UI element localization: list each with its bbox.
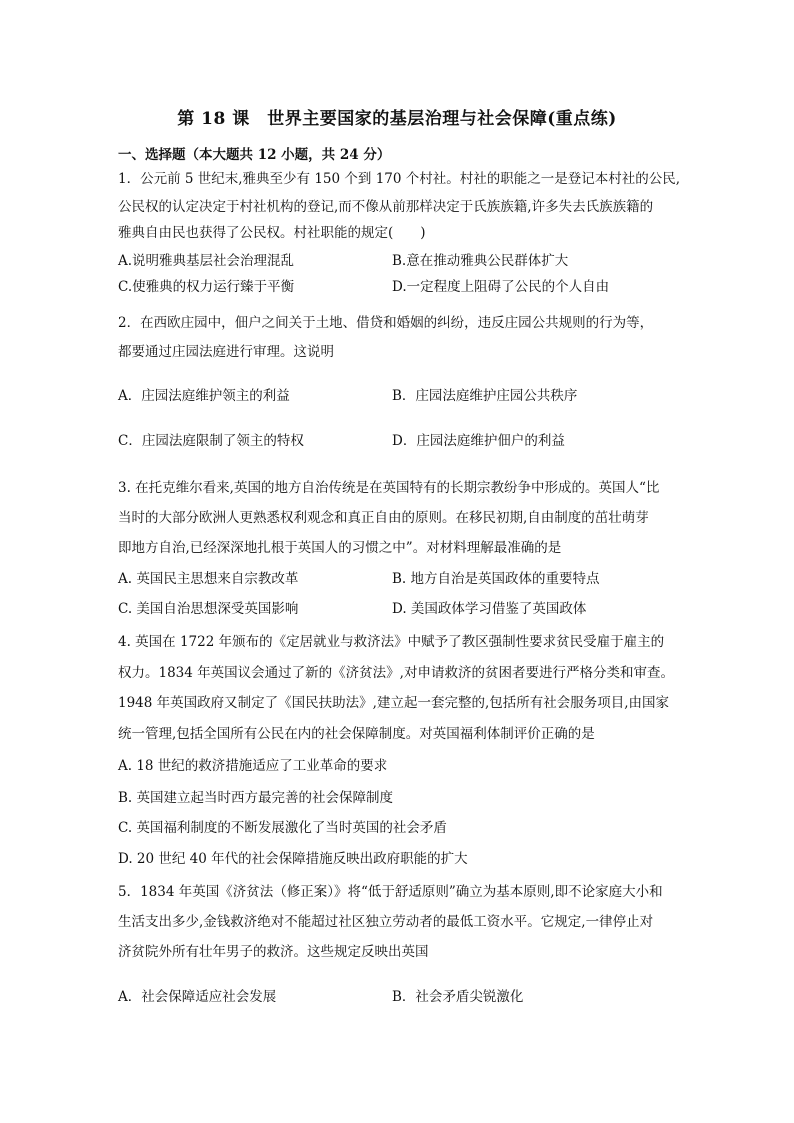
q1-option-d: D.一定程度上阻碍了公民的个人自由	[392, 279, 610, 295]
q4-line: 统一管理,包括全国所有公民在内的社会保障制度。对英国福利体制评价正确的是	[118, 726, 595, 742]
q5-option-a: A．社会保障适应社会发展	[118, 989, 277, 1005]
q2-line: 2．在西欧庄园中，佃户之间关于土地、借贷和婚姻的纠纷，违反庄园公共规则的行为等，	[118, 315, 654, 331]
q3-option-a: A. 英国民主思想来自宗教改革	[118, 571, 299, 587]
q1-option-c: C.使雅典的权力运行臻于平衡	[118, 279, 295, 295]
q2-option-b: B．庄园法庭维护庄园公共秩序	[392, 388, 578, 404]
q4-line: 1948 年英国政府又制定了《国民扶助法》,建立起一套完整的,包括所有社会服务项目,由国家	[118, 695, 670, 711]
q2-option-a: A．庄园法庭维护领主的利益	[118, 388, 290, 404]
q5-line: 生活支出多少,金钱救济绝对不能超过社区独立劳动者的最低工资水平。它规定,一律停止对	[118, 914, 654, 930]
q1-line: 雅典自由民也获得了公民权。村社职能的规定( )	[118, 225, 426, 241]
q5-line: 济贫院外所有壮年男子的救济。这些规定反映出英国	[118, 944, 429, 960]
q1-line: 1．公元前 5 世纪末,雅典至少有 150 个到 170 个村社。村社的职能之一是登记本村社的公民,	[118, 171, 681, 187]
q4-line: 4. 英国在 1722 年颁布的《定居就业与救济法》中赋予了教区强制性要求贫民受雇于雇主的	[118, 634, 665, 650]
q3-line: 即地方自治,已经深深地扎根于英国人的习惯之中”。对材料理解最准确的是	[118, 540, 562, 556]
q2-line: 都要通过庄园法庭进行审理。这说明	[118, 344, 334, 360]
q3-line: 当时的大部分欧洲人更熟悉权利观念和真正自由的原则。在移民初期,自由制度的茁壮萌芽	[118, 510, 649, 526]
q4-option-b: B. 英国建立起当时西方最完善的社会保障制度	[118, 790, 394, 806]
q2-option-d: D．庄园法庭维护佃户的利益	[392, 433, 565, 449]
q1-option-b: B.意在推动雅典公民群体扩大	[392, 253, 569, 269]
q1-line: 公民权的认定决定于村社机构的登记,而不像从前那样决定于氏族族籍,许多失去氏族族籍的	[118, 199, 654, 215]
q5-option-b: B．社会矛盾尖锐激化	[392, 989, 524, 1005]
q2-option-c: C．庄园法庭限制了领主的特权	[118, 433, 304, 449]
q3-option-b: B. 地方自治是英国政体的重要特点	[392, 571, 600, 587]
q4-option-c: C. 英国福利制度的不断发展激化了当时英国的社会矛盾	[118, 820, 447, 836]
page-title: 第 18 课 世界主要国家的基层治理与社会保障(重点练)	[177, 109, 617, 129]
q3-option-d: D. 美国政体学习借鉴了英国政体	[392, 601, 587, 617]
q1-option-a: A.说明雅典基层社会治理混乱	[118, 253, 295, 269]
q4-option-a: A. 18 世纪的救济措施适应了工业革命的要求	[118, 758, 388, 774]
q3-option-c: C. 美国自治思想深受英国影响	[118, 601, 299, 617]
q4-line: 权力。1834 年英国议会通过了新的《济贫法》,对申请救济的贫困者要进行严格分类和审查。	[118, 665, 674, 681]
q4-option-d: D. 20 世纪 40 年代的社会保障措施反映出政府职能的扩大	[118, 851, 468, 867]
q3-line: 3. 在托克维尔看来,英国的地方自治传统是在英国特有的长期宗教纷争中形成的。英国人“比	[118, 480, 660, 496]
q5-line: 5．1834 年英国《济贫法（修正案）》将“低于舒适原则”确立为基本原则,即不论家庭大小和	[118, 884, 663, 900]
section-heading: 一、选择题（本大题共 12 小题，共 24 分）	[118, 147, 391, 163]
